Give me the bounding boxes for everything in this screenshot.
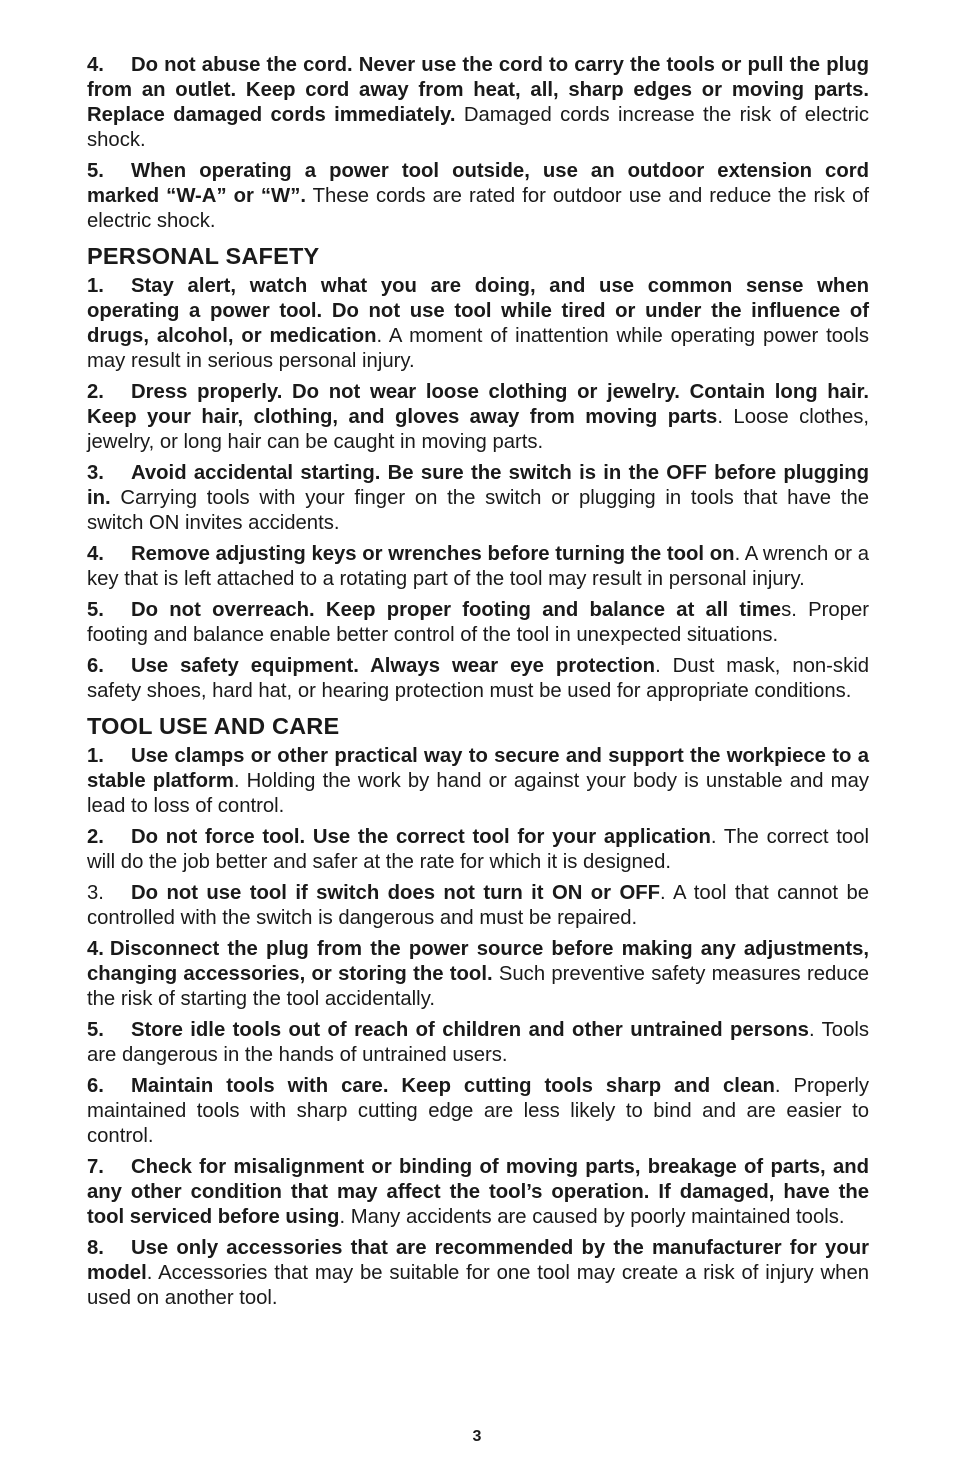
item-body-text: s. Proper footing and balance enable better control of the tool in unexpected situations. <box>87 599 869 646</box>
document-body <box>87 53 869 1317</box>
page-number: 3 <box>472 1428 482 1445</box>
item-number: 4. <box>87 54 104 76</box>
item-bold-text: Use clamps or other practical way to secure and support the workpiece to a stable platform <box>87 745 869 792</box>
item-bold-text: Disconnect the plug from the power source before making any adjustments, changing accessories, or storing the tool. <box>87 938 869 985</box>
item-body-text: . The correct tool will do the job better and safer at the rate for which it is designed. <box>87 826 869 873</box>
item-body-text: Carrying tools with your finger on the switch or plugging in tools that have the switch ON invites accidents. <box>87 487 869 534</box>
item-bold-text: Do not use tool if switch does not turn it ON or OFF <box>131 882 661 904</box>
section <box>87 712 869 1311</box>
list-item <box>87 159 869 234</box>
item-bold-text: Do not overreach. Keep proper footing and balance at all time <box>131 599 782 621</box>
list-item <box>87 1074 869 1149</box>
item-bold-text: Do not force tool. Use the correct tool for your application <box>131 826 711 848</box>
item-number: 1. <box>87 745 104 767</box>
item-bold-text: Store idle tools out of reach of children and other untrained persons <box>131 1019 809 1041</box>
list-item <box>87 825 869 875</box>
list-item <box>87 542 869 592</box>
list-item <box>87 937 869 1012</box>
item-bold-text: Dress properly. Do not wear loose clothing or jewelry. Contain long hair. Keep your hair, clothing, and gloves away from moving parts <box>87 381 869 428</box>
list-item <box>87 1155 869 1230</box>
item-body-text: . Loose clothes, jewelry, or long hair can be caught in moving parts. <box>87 406 869 453</box>
item-bold-text: When operating a power tool outside, use an outdoor extension cord marked “W-A” or “W”. <box>87 160 869 207</box>
item-number: 1. <box>87 275 104 297</box>
item-number: 4. <box>87 938 104 960</box>
item-number: 6. <box>87 655 104 677</box>
item-body-text: . Dust mask, non-skid safety shoes, hard hat, or hearing protection must be used for appropriate conditions. <box>87 655 869 702</box>
item-number: 3. <box>87 462 104 484</box>
item-number: 5. <box>87 160 104 182</box>
item-number: 2. <box>87 381 104 403</box>
list-item <box>87 1236 869 1311</box>
item-bold-text: Maintain tools with care. Keep cutting tools sharp and clean <box>131 1075 775 1097</box>
item-number: 7. <box>87 1156 104 1178</box>
item-number: 5. <box>87 599 104 621</box>
sections-container <box>87 53 869 1311</box>
item-body-text: . A tool that cannot be controlled with the switch is dangerous and must be repaired. <box>87 882 870 929</box>
list-item <box>87 461 869 536</box>
item-bold-text: Do not abuse the cord. Never use the cord to carry the tools or pull the plug from an outlet. Keep cord away from heat, all, sharp edges or moving parts. Replace damaged cords immediately. <box>87 54 869 126</box>
item-number: 5. <box>87 1019 104 1041</box>
item-number: 3. <box>87 882 104 904</box>
item-number: 6. <box>87 1075 104 1097</box>
item-body-text: . A moment of inattention while operating power tools may result in serious personal injury. <box>87 325 869 372</box>
item-number: 8. <box>87 1237 104 1259</box>
item-bold-text: Use only accessories that are recommended by the manufacturer for your model <box>87 1237 869 1284</box>
item-body-text: Such preventive safety measures reduce the risk of starting the tool accidentally. <box>87 963 869 1010</box>
item-body-text: . A wrench or a key that is left attached to a rotating part of the tool may result in personal injury. <box>87 543 870 590</box>
section <box>87 53 869 234</box>
item-body-text: . Properly maintained tools with sharp cutting edge are less likely to bind and are easier to control. <box>87 1075 869 1147</box>
item-body-text: . Many accidents are caused by poorly maintained tools. <box>339 1206 845 1228</box>
section <box>87 242 869 704</box>
list-item <box>87 380 869 455</box>
item-number: 2. <box>87 826 104 848</box>
item-body-text: . Holding the work by hand or against your body is unstable and may lead to loss of control. <box>87 770 869 817</box>
list-item <box>87 1018 869 1068</box>
item-bold-text: Remove adjusting keys or wrenches before turning the tool on <box>131 543 735 565</box>
item-bold-text: Stay alert, watch what you are doing, and use common sense when operating a power tool. Do not use tool while tired or under the influence of drugs, alcohol, or medication <box>87 275 869 347</box>
item-bold-text: Use safety equipment. Always wear eye protection <box>131 655 656 677</box>
item-bold-text: Check for misalignment or binding of moving parts, breakage of parts, and any other condition that may affect the tool’s operation. If damaged, have the tool serviced before using <box>87 1156 869 1228</box>
item-body-text: These cords are rated for outdoor use and reduce the risk of electric shock. <box>87 185 869 232</box>
item-number: 4. <box>87 543 104 565</box>
item-body-text: Damaged cords increase the risk of electric shock. <box>87 104 869 151</box>
item-body-text: . Tools are dangerous in the hands of untrained users. <box>87 1019 869 1066</box>
list-item <box>87 881 869 931</box>
list-item <box>87 744 869 819</box>
list-item <box>87 654 869 704</box>
item-bold-text: Avoid accidental starting. Be sure the switch is in the OFF before plugging in. <box>87 462 869 509</box>
section-heading: TOOL USE AND CARE <box>87 713 340 739</box>
list-item <box>87 598 869 648</box>
section-heading: PERSONAL SAFETY <box>87 243 320 269</box>
item-body-text: . Accessories that may be suitable for one tool may create a risk of injury when used on another tool. <box>87 1262 869 1309</box>
list-item <box>87 53 869 153</box>
list-item <box>87 274 869 374</box>
